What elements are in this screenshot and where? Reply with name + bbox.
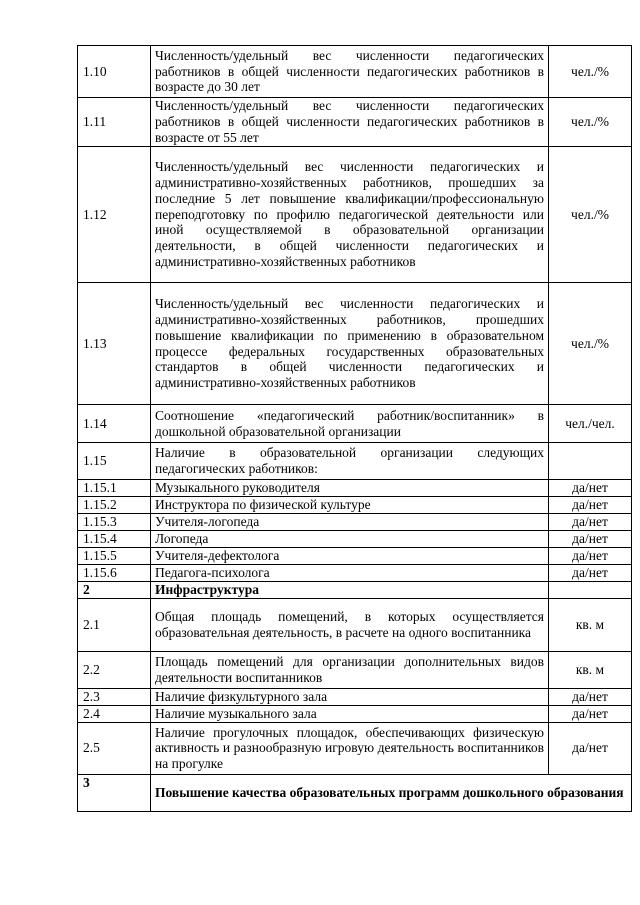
section-header-row [78,582,632,599]
table-row [78,705,632,722]
row-description: Музыкального руководителя [151,480,549,497]
row-unit: да/нет [549,565,632,582]
row-description: Численность/удельный вес численности педагогических и административно-хозяйственных работников, прошедших за последние 5 лет повышение квалификации/профессиональную переподготовку по профилю педагогической деятельности или иной осуществляемой в образовательной организации деятельности, в общей численности педагогических и административно-хозяйственных работников [151,147,549,283]
table-row [78,497,632,514]
table-row [78,651,632,688]
row-number: 2.1 [78,598,151,651]
row-description: Общая площадь помещений, в которых осуществляется образовательная деятельность, в расчете на одного воспитанника [151,598,549,651]
table-row [78,565,632,582]
row-unit: да/нет [549,514,632,531]
row-number: 2.4 [78,705,151,722]
row-number: 1.15 [78,443,151,480]
row-unit: да/нет [549,722,632,774]
row-number: 2 [78,582,151,599]
row-description: Наличие музыкального зала [151,705,549,722]
table-row [78,480,632,497]
row-unit: да/нет [549,688,632,705]
row-number: 1.12 [78,147,151,283]
row-number: 1.13 [78,283,151,405]
row-description: Повышение качества образовательных программ дошкольного образования [151,774,632,811]
row-description: Наличие в образовательной организации следующих педагогических работников: [151,443,549,480]
table-row [78,598,632,651]
table-row [78,514,632,531]
row-unit: да/нет [549,497,632,514]
row-description: Площадь помещений для организации дополнительных видов деятельности воспитанников [151,651,549,688]
table-row [78,147,632,283]
row-number: 1.15.1 [78,480,151,497]
row-unit: чел./% [549,46,632,98]
table-row [78,722,632,774]
row-unit: да/нет [549,480,632,497]
table-row [78,688,632,705]
table-row [78,283,632,405]
row-description: Педагога-психолога [151,565,549,582]
row-unit: чел./% [549,98,632,147]
row-number: 1.14 [78,405,151,443]
row-unit: да/нет [549,531,632,548]
row-unit: чел./% [549,283,632,405]
row-description: Инструктора по физической культуре [151,497,549,514]
row-description: Инфраструктура [151,582,549,599]
row-description: Соотношение «педагогический работник/воспитанник» в дошкольной образовательной организации [151,405,549,443]
table-row [78,443,632,480]
row-description: Учителя-логопеда [151,514,549,531]
indicators-table [77,45,632,812]
row-description: Наличие физкультурного зала [151,688,549,705]
indicators-table-body [78,46,632,812]
row-description: Численность/удельный вес численности педагогических работников в общей численности педагогических работников в возрасте от 55 лет [151,98,549,147]
row-description: Численность/удельный вес численности педагогических и административно-хозяйственных работников, прошедших повышение квалификации по применению в образовательном процессе федеральных государственных образовательных стандартов в общей численности педагогических и административно-хозяйственных работников [151,283,549,405]
section-header-row [78,774,632,811]
row-number: 1.15.6 [78,565,151,582]
row-unit: кв. м [549,651,632,688]
row-unit: да/нет [549,548,632,565]
row-number: 1.10 [78,46,151,98]
row-unit [549,582,632,599]
row-unit [549,443,632,480]
row-number: 2.5 [78,722,151,774]
row-number: 1.15.5 [78,548,151,565]
row-description: Наличие прогулочных площадок, обеспечивающих физическую активность и разнообразную игровую деятельность воспитанников на прогулке [151,722,549,774]
table-row [78,548,632,565]
row-unit: чел./% [549,147,632,283]
table-row [78,98,632,147]
row-description: Логопеда [151,531,549,548]
row-number: 1.11 [78,98,151,147]
row-number: 3 [78,774,151,811]
row-number: 1.15.2 [78,497,151,514]
row-number: 2.3 [78,688,151,705]
row-description: Численность/удельный вес численности педагогических работников в общей численности педагогических работников в возрасте до 30 лет [151,46,549,98]
table-row [78,405,632,443]
row-unit: кв. м [549,598,632,651]
row-unit: да/нет [549,705,632,722]
row-description: Учителя-дефектолога [151,548,549,565]
table-row [78,46,632,98]
row-number: 1.15.4 [78,531,151,548]
row-number: 1.15.3 [78,514,151,531]
row-unit: чел./чел. [549,405,632,443]
table-row [78,531,632,548]
row-number: 2.2 [78,651,151,688]
